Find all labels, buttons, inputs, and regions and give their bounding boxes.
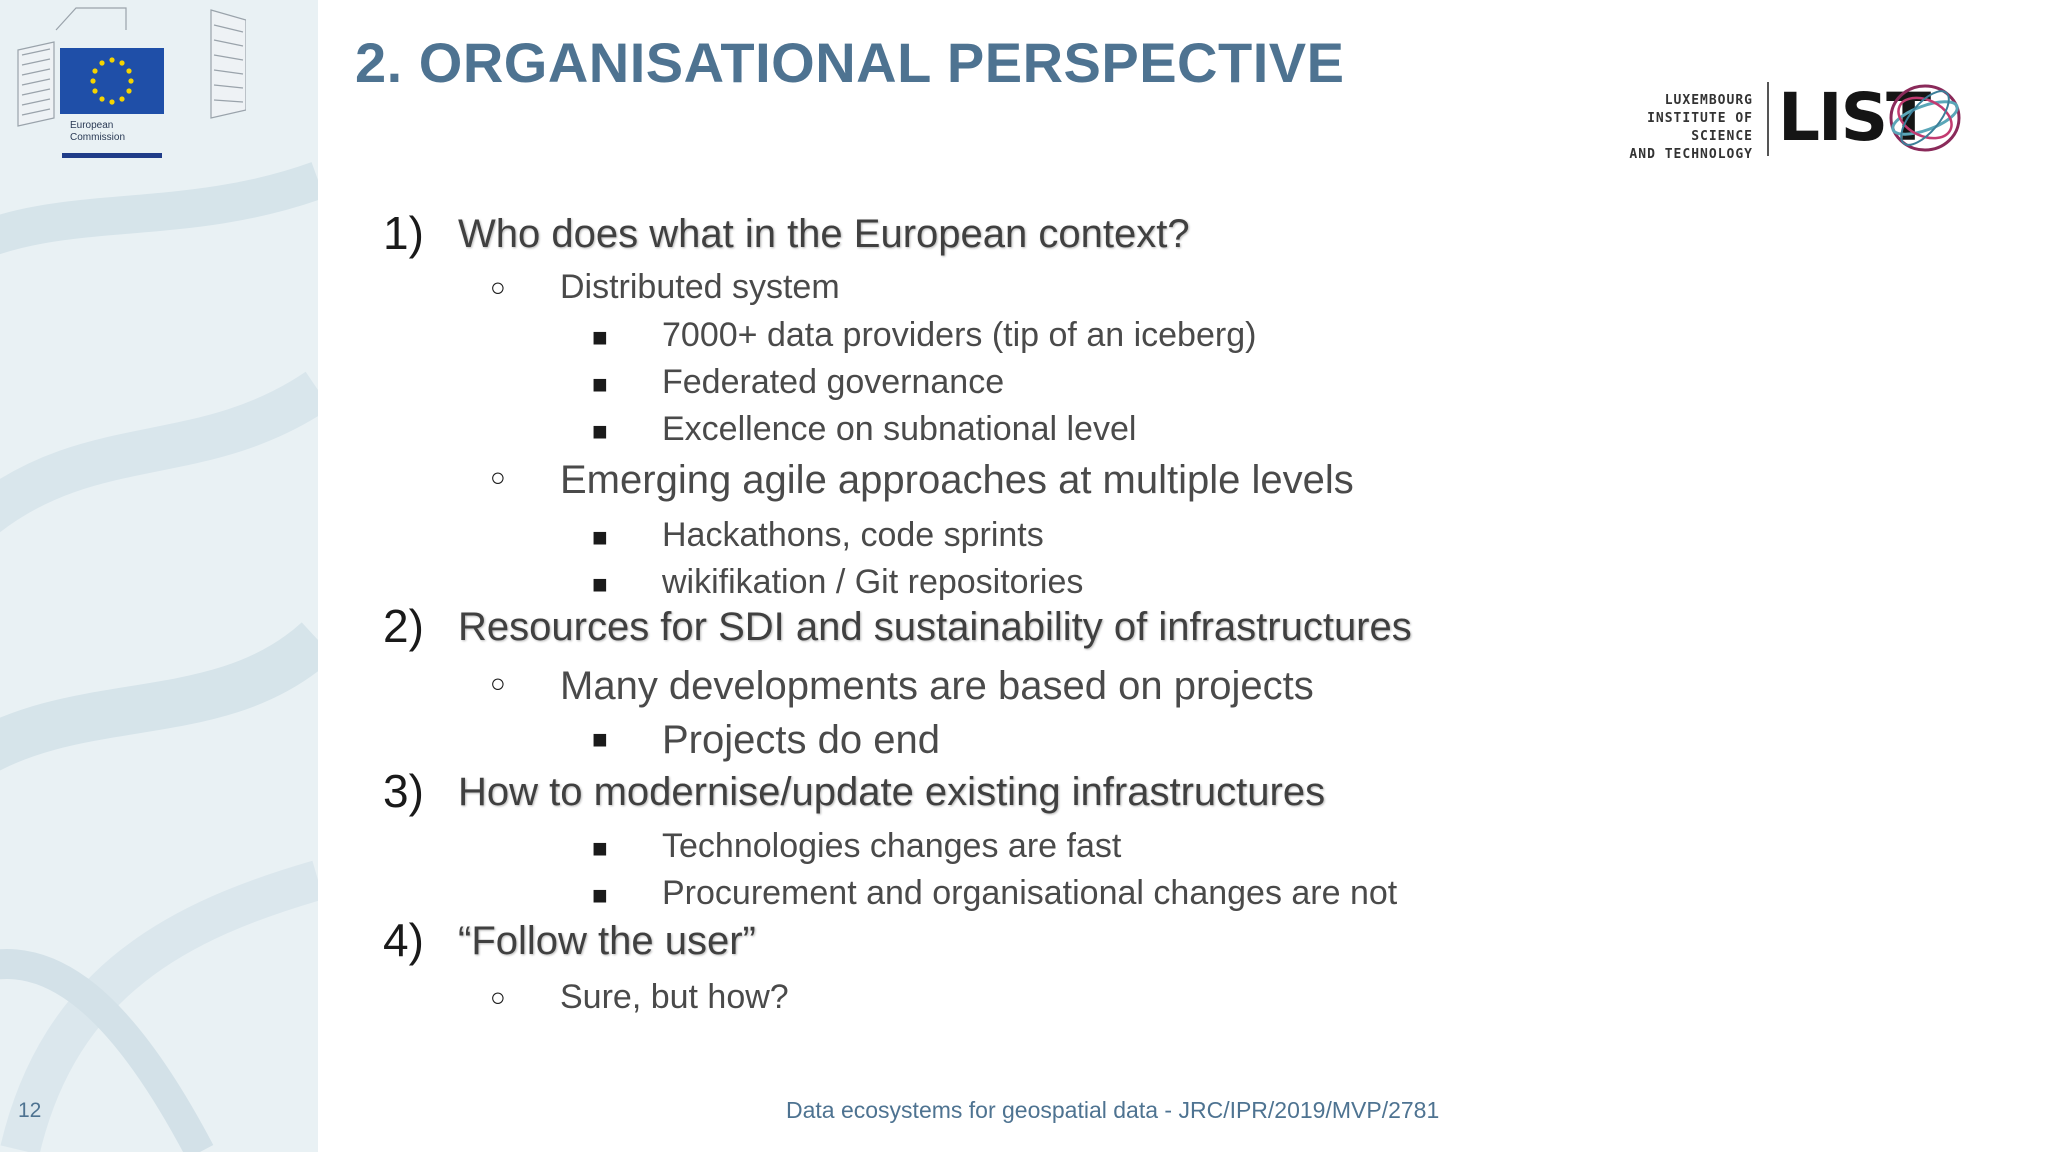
number-marker: 4): [383, 914, 424, 966]
number-marker: 1): [383, 207, 424, 259]
outline-item-text: Many developments are based on projects: [560, 664, 1314, 708]
square-bullet-icon: ■: [592, 724, 608, 754]
square-bullet-icon: ■: [592, 369, 608, 399]
hollow-bullet-icon: ○: [490, 272, 506, 302]
number-marker: 2): [383, 600, 424, 652]
ec-logo-label: European Commission: [70, 120, 126, 143]
outline-item-text: Technologies changes are fast: [662, 827, 1122, 865]
square-bullet-icon: ■: [592, 880, 608, 910]
outline-item-text: Emerging agile approaches at multiple levels: [560, 458, 1354, 502]
hollow-bullet-icon: ○: [490, 982, 506, 1012]
outline-item-text: Projects do end: [662, 718, 940, 762]
outline-item-text: Procurement and organisational changes are not: [662, 874, 1398, 912]
outline-item-text: Who does what in the European context?: [458, 212, 1190, 256]
outline-item-text: Resources for SDI and sustainability of infrastructures: [458, 605, 1412, 649]
hollow-bullet-icon: ○: [490, 668, 506, 698]
square-bullet-icon: ■: [592, 833, 608, 863]
page-number: 12: [18, 1099, 42, 1122]
outline-item-text: “Follow the user”: [458, 919, 756, 963]
outline-item-text: Federated governance: [662, 363, 1005, 401]
number-marker: 3): [383, 765, 424, 817]
outline-item-text: Excellence on subnational level: [662, 410, 1137, 448]
square-bullet-icon: ■: [592, 522, 608, 552]
outline-item-text: Sure, but how?: [560, 978, 789, 1016]
square-bullet-icon: ■: [592, 569, 608, 599]
outline-item-text: wikifikation / Git repositories: [662, 563, 1084, 601]
outline-item-text: Hackathons, code sprints: [662, 516, 1044, 554]
list-tagline-line-3: AND TECHNOLOGY: [1629, 147, 1753, 162]
list-tagline-line-2: INSTITUTE OF SCIENCE: [1647, 111, 1753, 144]
square-bullet-icon: ■: [592, 322, 608, 352]
square-bullet-icon: ■: [592, 416, 608, 446]
hollow-bullet-icon: ○: [490, 462, 506, 492]
outline-item-text: How to modernise/update existing infrastructures: [458, 770, 1326, 814]
footer-caption: Data ecosystems for geospatial data - JRC/IPR/2019/MVP/2781: [786, 1097, 1440, 1123]
outline-item-text: Distributed system: [560, 268, 840, 306]
list-logo-wordmark: LIST: [1778, 79, 1930, 156]
slide-title: 2. ORGANISATIONAL PERSPECTIVE: [355, 31, 1345, 94]
outline-item-text: 7000+ data providers (tip of an iceberg): [662, 316, 1257, 354]
list-tagline-line-1: LUXEMBOURG: [1664, 93, 1753, 108]
